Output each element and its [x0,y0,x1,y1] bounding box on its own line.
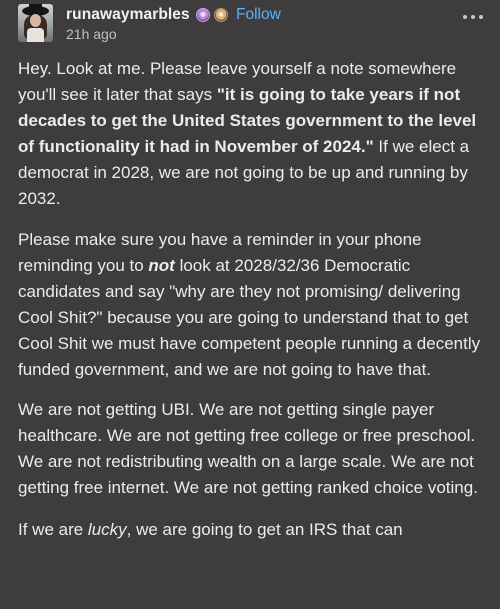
p1-text-c: If we elect a democrat in 2028, we are not going to be up and running by 2032. [18,137,470,208]
username-link[interactable]: runawaymarbles [66,6,190,23]
p2-emphasis: not [148,256,175,275]
paragraph-2 [18,227,486,383]
more-dot [479,15,483,19]
avatar-face [30,14,41,27]
purple-flower-badge-icon[interactable] [196,8,210,22]
more-dot [471,15,475,19]
more-dot [463,15,467,19]
avatar[interactable] [18,4,53,42]
post-header [0,0,500,52]
p4-text-c: , we are going to get an IRS that can [126,520,403,539]
p4-emphasis: lucky [87,520,127,539]
paragraph-4 [18,517,486,543]
follow-button[interactable]: Follow [236,6,281,23]
p4-text-a: If we are [18,520,88,539]
paragraph-3: We are not getting UBI. We are not getting single payer healthcare. We are not getting free college or free preschool. We are not redistributing wealth on a large scale. We are not getting free internet. We are not getting ranked choice voting. [18,400,478,497]
p1-bold-quote: "it is going to take years if not decades to get the United States government to the level of functionality it had in November of 2024." [18,85,477,156]
cookie-badge-icon[interactable] [214,8,228,22]
avatar-body [27,28,44,42]
post-timestamp[interactable]: 21h ago [66,26,117,42]
paragraph-1 [18,56,486,212]
p1-text-a: Hey. Look at me. Please leave yourself a note somewhere you'll see it later that says [18,59,457,104]
p2-text-c: look at 2028/32/36 Democratic candidates and say "why are they not promising/ delivering Cool Shit?" because you are going to understand that to get Cool Shit we must have competent people running a decently funded government, and we are not going to have that. [18,256,481,379]
p2-text-a: Please make sure you have a reminder in your phone reminding you to [18,230,422,275]
more-options-icon[interactable] [462,12,484,22]
post-body [18,56,486,558]
